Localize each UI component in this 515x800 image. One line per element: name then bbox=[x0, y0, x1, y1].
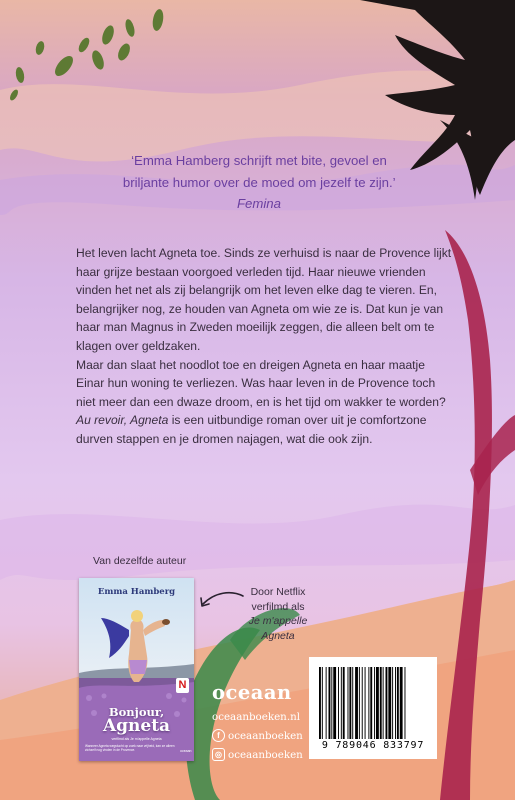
cover-publisher-mark: oceaan bbox=[180, 749, 192, 753]
barcode-bar bbox=[326, 667, 327, 739]
barcode-bar bbox=[386, 667, 388, 739]
barcode-bar bbox=[331, 667, 332, 739]
netflix-logo-icon: N bbox=[178, 679, 187, 691]
barcode-bar bbox=[368, 667, 369, 739]
description-paragraph-2: Maar dan slaat het noodlot toe en dreigen Agneta en haar maatje Einar hun woning te verliezen. Was haar leven in de Provence toch niet meer dan een dwaze droom, en is het tijd om wakker te worden? bbox=[76, 357, 446, 409]
barcode-bar bbox=[343, 667, 345, 739]
barcode-bar bbox=[319, 667, 321, 739]
barcode-bar bbox=[397, 667, 399, 739]
instagram-icon: ◎ bbox=[212, 748, 225, 761]
barcode-bar bbox=[376, 667, 379, 739]
barcode-bar bbox=[359, 667, 360, 739]
publisher-instagram: ◎ oceaanboeken bbox=[212, 745, 303, 764]
barcode bbox=[319, 667, 427, 739]
quote-text: ‘Emma Hamberg schrijft met bite, gevoel en briljante humor over de moed om jezelf te zijn.’ bbox=[122, 153, 396, 190]
review-quote bbox=[118, 150, 400, 215]
barcode-box bbox=[309, 657, 437, 759]
book-title-italic: Au revoir, Agneta bbox=[76, 413, 169, 428]
barcode-bar bbox=[400, 667, 403, 739]
facebook-icon: f bbox=[212, 729, 225, 742]
cover-blurb: Wanneer Agneta wegvlucht op zoek naar vrijheid, kan ze alleen zichzelf nog vinden in de Provence. bbox=[85, 744, 175, 752]
barcode-bar bbox=[338, 667, 339, 739]
description-paragraph-3-text: is een uitbundige roman over uit je comfortzone durven stappen en je dromen najagen, wat die ook zijn. bbox=[76, 413, 427, 446]
same-author-label: Van dezelfde auteur bbox=[93, 555, 187, 567]
netflix-badge bbox=[176, 678, 189, 693]
publisher-facebook: f oceaanboeken bbox=[212, 726, 303, 745]
quote-source: Femina bbox=[237, 196, 281, 211]
barcode-bar bbox=[329, 667, 331, 739]
book-description bbox=[76, 244, 456, 449]
barcode-bar bbox=[383, 667, 384, 739]
netflix-note-line2: verfilmd als bbox=[251, 600, 305, 613]
publisher-block bbox=[212, 681, 303, 764]
cover-title bbox=[79, 705, 194, 736]
barcode-bar bbox=[352, 667, 353, 739]
description-paragraph-1: Het leven lacht Agneta toe. Sinds ze verhuisd is naar de Provence lijkt haar grijze bestaan voorgoed verleden tijd. Haar nieuwe vrienden vinden het net als zij belangrijk om het leven elke dag te vieren. En, belangrijker nog, ze houden van Agneta om wie ze is. Dat kun je van haar man Magnus in Zweden moeilijk zeggen, die alleen belt om te klagen over geldzaken. bbox=[76, 246, 452, 353]
cover-author: Emma Hamberg bbox=[97, 587, 176, 597]
barcode-bar bbox=[395, 667, 396, 739]
isbn-number: 9 789046 833797 bbox=[321, 740, 425, 751]
barcode-bar bbox=[333, 667, 336, 739]
barcode-bar bbox=[348, 667, 349, 739]
publisher-website: oceaanboeken.nl bbox=[212, 710, 301, 723]
barcode-bar bbox=[370, 667, 372, 739]
netflix-note-line1: Door Netflix bbox=[250, 586, 306, 598]
cover-tagline: verfilmd als Je m'appelle Agneta bbox=[111, 737, 162, 741]
previous-book-cover bbox=[79, 578, 194, 761]
netflix-note bbox=[238, 585, 318, 643]
barcode-bar bbox=[349, 667, 351, 739]
barcode-bar bbox=[322, 667, 323, 739]
cover-title-line2: Agneta bbox=[102, 716, 171, 736]
barcode-bar bbox=[388, 667, 391, 739]
cover-title-line1: Bonjour, bbox=[108, 705, 165, 719]
barcode-bar bbox=[341, 667, 342, 739]
barcode-bar bbox=[392, 667, 393, 739]
barcode-bar bbox=[374, 667, 375, 739]
barcode-bar bbox=[365, 667, 366, 739]
barcode-bar bbox=[405, 667, 406, 739]
barcode-bar bbox=[362, 667, 363, 739]
film-title: Je m'appelle Agneta bbox=[248, 615, 308, 642]
description-paragraph-3 bbox=[76, 411, 456, 448]
barcode-bar bbox=[355, 667, 358, 739]
publisher-logo: oceaan bbox=[212, 681, 292, 704]
barcode-bar bbox=[380, 667, 382, 739]
